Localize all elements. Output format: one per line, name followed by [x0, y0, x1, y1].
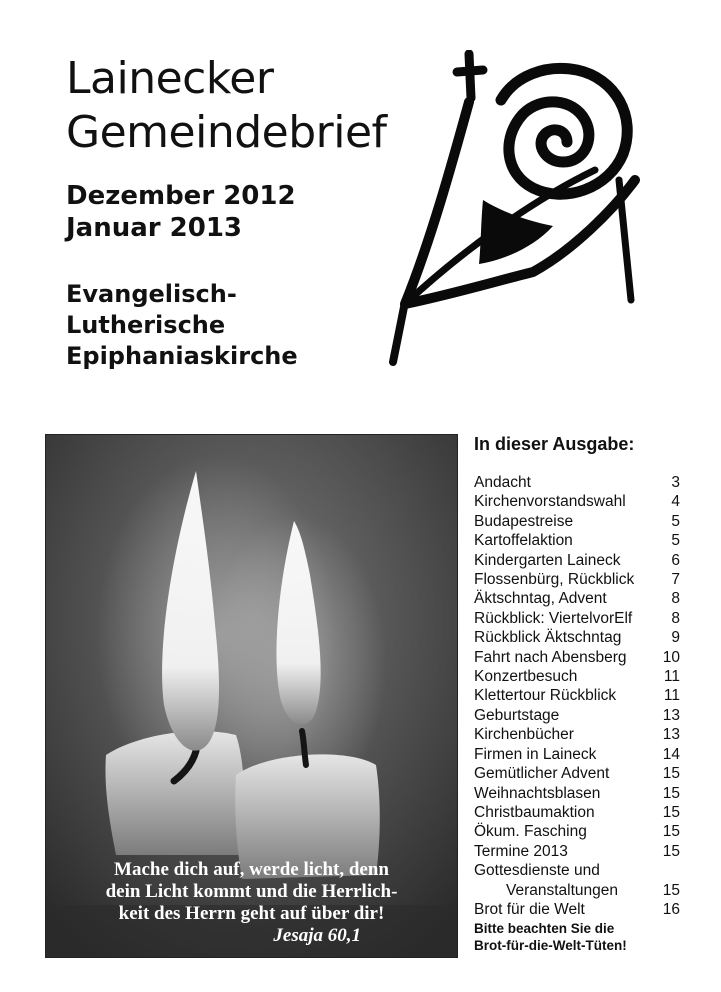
toc-item[interactable] [474, 648, 680, 667]
toc-item-page: 14 [662, 745, 680, 763]
toc-item-page: 11 [663, 668, 680, 686]
toc-item-page: 9 [671, 629, 680, 647]
church-line-2: Lutherische [66, 311, 226, 339]
toc-item-page: 5 [671, 512, 680, 530]
toc-item[interactable] [474, 725, 680, 744]
toc-item[interactable] [474, 842, 680, 861]
title-line-1: Lainecker [66, 53, 274, 104]
toc-item-title: Kindergarten Laineck [474, 551, 621, 569]
toc-item[interactable] [474, 512, 680, 531]
toc-item-page: 15 [662, 765, 680, 783]
toc-item-title: Klettertour Rückblick [474, 687, 617, 705]
toc-item-page: 8 [671, 609, 680, 627]
bible-verse [46, 859, 457, 947]
toc-item-title: Budapestreise [474, 512, 574, 530]
toc-item-title: Veranstaltungen [506, 881, 619, 899]
toc-note-line-1: Bitte beachten Sie die [474, 921, 615, 937]
toc-item-page: 13 [662, 706, 680, 724]
toc-item-page: 10 [662, 648, 680, 666]
toc-item-title: Kirchenbücher [474, 726, 574, 744]
church-name [66, 279, 298, 372]
toc-item-page: 8 [671, 590, 680, 608]
toc-item-title: Weihnachtsblasen [474, 784, 601, 802]
toc-item-title: Kartoffelaktion [474, 532, 573, 550]
toc-item[interactable] [474, 881, 680, 900]
toc-item-title: Rückblick Äktschntag [474, 629, 622, 647]
toc-item-page: 15 [662, 803, 680, 821]
toc-item[interactable] [474, 667, 680, 686]
toc-heading: In dieser Ausgabe: [474, 434, 635, 454]
toc-item-title: Kirchenvorstandswahl [474, 493, 626, 511]
toc-item-page: 7 [671, 571, 680, 589]
church-line-1: Evangelisch- [66, 280, 237, 308]
toc-item[interactable] [474, 492, 680, 511]
toc-note-line-2: Brot-für-die-Welt-Tüten! [474, 938, 627, 954]
toc-item[interactable] [474, 822, 680, 841]
verse-line-3: keit des Herrn geht auf über dir! [118, 903, 385, 924]
issue-line-2: Januar 2013 [66, 213, 243, 243]
toc-item[interactable] [474, 473, 680, 492]
toc-item[interactable] [474, 686, 680, 705]
toc-item-title: Flossenbürg, Rückblick [474, 571, 635, 589]
toc-item-title: Ökum. Fasching [474, 823, 587, 841]
toc-item[interactable] [474, 589, 680, 608]
table-of-contents [474, 434, 680, 954]
verse-line-2: dein Licht kommt und die Herrlich- [105, 881, 398, 902]
toc-item[interactable] [474, 764, 680, 783]
verse-line-1: Mache dich auf, werde licht, denn [114, 859, 389, 880]
toc-item-page: 16 [662, 900, 680, 918]
toc-item-page: 5 [671, 532, 680, 550]
toc-item-title: Äktschntag, Advent [474, 590, 607, 608]
toc-item-title: Konzertbesuch [474, 668, 578, 686]
toc-item-page: 6 [671, 551, 680, 569]
toc-item-title: Christbaumaktion [474, 803, 595, 821]
toc-item[interactable] [474, 531, 680, 550]
cover-photo [45, 434, 458, 958]
toc-item[interactable] [474, 803, 680, 822]
toc-item-title: Andacht [474, 474, 531, 491]
title-line-2: Gemeindebrief [66, 107, 387, 158]
toc-item-page: 15 [662, 823, 680, 841]
toc-item-title: Firmen in Laineck [474, 745, 597, 763]
toc-item[interactable] [474, 900, 680, 919]
toc-item-page: 11 [663, 687, 680, 705]
toc-item-title: Gottesdienste und [474, 862, 600, 880]
church-logo-icon [383, 50, 645, 372]
toc-list [474, 473, 680, 919]
toc-item-title: Gemütlicher Advent [474, 765, 610, 783]
toc-item-page: 3 [671, 474, 680, 491]
toc-item-page: 15 [662, 842, 680, 860]
toc-item-page: 15 [662, 881, 680, 899]
toc-item[interactable] [474, 861, 680, 880]
toc-item[interactable] [474, 570, 680, 589]
toc-item[interactable] [474, 706, 680, 725]
toc-item[interactable] [474, 609, 680, 628]
newsletter-title [66, 52, 387, 160]
toc-item-title: Geburtstage [474, 706, 560, 724]
toc-item[interactable] [474, 551, 680, 570]
verse-reference: Jesaja 60,1 [273, 925, 361, 946]
toc-note [474, 920, 680, 954]
toc-item-page: 13 [662, 726, 680, 744]
toc-item-page: 4 [671, 493, 680, 511]
toc-item[interactable] [474, 784, 680, 803]
toc-item-title: Rückblick: ViertelvorElf [474, 609, 633, 627]
toc-item-title: Termine 2013 [474, 842, 568, 860]
toc-item-page: 15 [662, 784, 680, 802]
toc-item[interactable] [474, 745, 680, 764]
toc-item-title: Fahrt nach Abensberg [474, 648, 627, 666]
issue-line-1: Dezember 2012 [66, 181, 296, 211]
issue-date [66, 180, 296, 244]
toc-item-title: Brot für die Welt [474, 900, 585, 918]
toc-item[interactable] [474, 628, 680, 647]
church-line-3: Epiphaniaskirche [66, 342, 298, 370]
